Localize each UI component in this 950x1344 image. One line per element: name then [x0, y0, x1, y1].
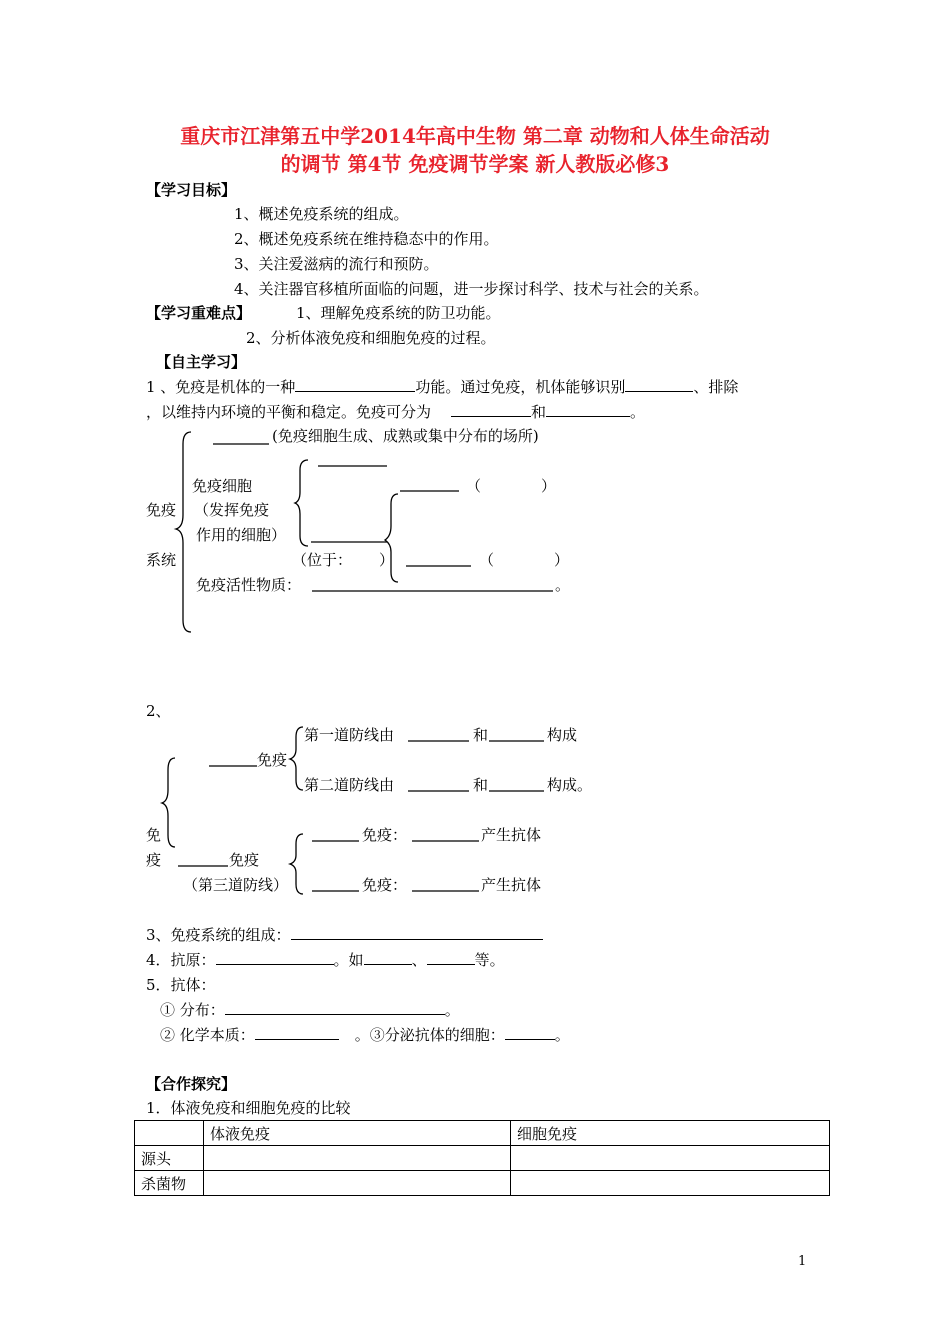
page-number: 1	[798, 1254, 807, 1269]
system-label-xitong: 系统	[146, 551, 177, 569]
period: 。	[555, 576, 571, 594]
label-mian: 免	[146, 826, 162, 844]
innate-immunity-label: 免疫	[257, 751, 288, 769]
paren-open: （	[479, 551, 495, 569]
q5-heading: 5．抗体：	[146, 976, 216, 994]
organ-note: (免疫细胞生成、成熟或集中分布的场所)	[272, 427, 539, 445]
q5-dist	[160, 1000, 460, 1020]
cells-brace	[295, 460, 308, 546]
q1-text-d: ，以维持内环境的平衡和稳定。免疫可分为	[146, 403, 432, 421]
doc-title-line1: 重庆市江津第五中学2014年高中生物 第二章 动物和人体生命活动	[180, 124, 770, 148]
paren-close: ）	[541, 477, 557, 495]
table-header-cell: 细胞免疫	[511, 1121, 830, 1146]
system-label-mianyi: 免疫	[146, 501, 177, 519]
sub-immunity-label: 免疫：	[362, 826, 408, 844]
adaptive-brace	[290, 834, 303, 894]
location-label: （位于：	[292, 551, 353, 569]
paren-open: （	[466, 477, 482, 495]
goal-item: 2、概述免疫系统在维持稳态中的作用。	[234, 230, 499, 248]
and-text: 和	[473, 776, 489, 794]
location-close: ）	[379, 551, 395, 569]
answer-blank[interactable]	[291, 925, 543, 940]
immune-cells-note: （发挥免疫	[194, 501, 270, 519]
goal-item: 3、关注爱滋病的流行和预防。	[234, 255, 439, 273]
q4	[146, 950, 505, 970]
table-cell[interactable]	[204, 1146, 511, 1171]
table-header-row	[135, 1121, 830, 1146]
q4-text-a: 4．抗原：	[146, 951, 216, 969]
table-row	[135, 1146, 830, 1171]
third-line-label: （第三道防线）	[183, 876, 289, 894]
table-header-cell	[135, 1121, 204, 1146]
compose-text: 构成	[547, 726, 578, 744]
q2-number: 2、	[146, 702, 171, 720]
answer-blank[interactable]	[427, 950, 475, 965]
q1-text-e: 和	[531, 403, 547, 421]
label-yi: 疫	[146, 851, 162, 869]
answer-blank[interactable]	[255, 1025, 339, 1040]
paren-close: ）	[554, 551, 570, 569]
table-cell[interactable]	[204, 1171, 511, 1196]
immune-brace	[162, 758, 175, 847]
table-row-label: 杀菌物	[135, 1171, 204, 1196]
q4-text-c: 、	[411, 951, 427, 969]
second-line	[304, 775, 394, 795]
table-cell[interactable]	[511, 1171, 830, 1196]
self-study-heading: 【自主学习】	[156, 353, 247, 371]
innate-brace	[290, 727, 303, 790]
goal-item: 1、概述免疫系统的组成。	[234, 205, 409, 223]
comparison-table	[134, 1120, 830, 1196]
goals-heading: 【学习目标】	[146, 181, 237, 199]
table-row	[135, 1171, 830, 1196]
answer-blank[interactable]	[364, 950, 412, 965]
produce-antibody: 产生抗体	[481, 876, 542, 894]
table-row-label: 源头	[135, 1146, 204, 1171]
immune-cells-label: 免疫细胞	[192, 477, 253, 495]
q5-chem-text: ② 化学本质：	[160, 1026, 255, 1044]
keypoints-heading: 【学习重难点】	[146, 304, 252, 322]
answer-blank[interactable]	[216, 950, 334, 965]
table-header-cell: 体液免疫	[204, 1121, 511, 1146]
adaptive-immunity-label: 免疫	[229, 851, 260, 869]
immune-cells-note: 作用的细胞）	[196, 526, 287, 544]
q1-text-c: 、排除	[693, 378, 739, 396]
q1-text-f: 。	[630, 403, 646, 421]
q5-chem	[160, 1025, 570, 1045]
q4-text-b: 。如	[333, 951, 364, 969]
compose-text: 构成。	[547, 776, 593, 794]
q3-text: 3、免疫系统的组成：	[146, 926, 291, 944]
q5-dist-text: ① 分布：	[160, 1001, 225, 1019]
sub-immunity-label: 免疫：	[362, 876, 408, 894]
active-substance-label: 免疫活性物质：	[196, 576, 302, 594]
first-line	[304, 725, 394, 745]
produce-antibody: 产生抗体	[481, 826, 542, 844]
second-line-text: 第二道防线由	[304, 776, 395, 794]
table-cell[interactable]	[511, 1146, 830, 1171]
q1-text-b: 功能。通过免疫，机体能够识别	[415, 378, 626, 396]
coop-heading: 【合作探究】	[146, 1075, 237, 1093]
keypoint-item: 1、理解免疫系统的防卫功能。	[296, 304, 501, 322]
coop-q1: 1．体液免疫和细胞免疫的比较	[146, 1099, 351, 1117]
q5-secrete-text: 。③分泌抗体的细胞：	[354, 1026, 505, 1044]
q3	[146, 925, 543, 945]
q4-text-d: 等。	[474, 951, 505, 969]
answer-blank[interactable]	[225, 1000, 445, 1015]
q5-dist-end: 。	[444, 1001, 460, 1019]
goal-item: 4、关注器官移植所面临的问题，进一步探讨科学、技术与社会的关系。	[234, 280, 709, 298]
first-line-text: 第一道防线由	[304, 726, 395, 744]
big-brace	[176, 432, 191, 632]
q1-text-a: 1 、免疫是机体的一种	[146, 378, 296, 396]
answer-blank[interactable]	[505, 1025, 555, 1040]
q5-secrete-end: 。	[554, 1026, 570, 1044]
doc-title-line2: 的调节 第4节 免疫调节学案 新人教版必修3	[280, 152, 670, 176]
and-text: 和	[473, 726, 489, 744]
keypoint-item: 2、分析体液免疫和细胞免疫的过程。	[246, 329, 496, 347]
